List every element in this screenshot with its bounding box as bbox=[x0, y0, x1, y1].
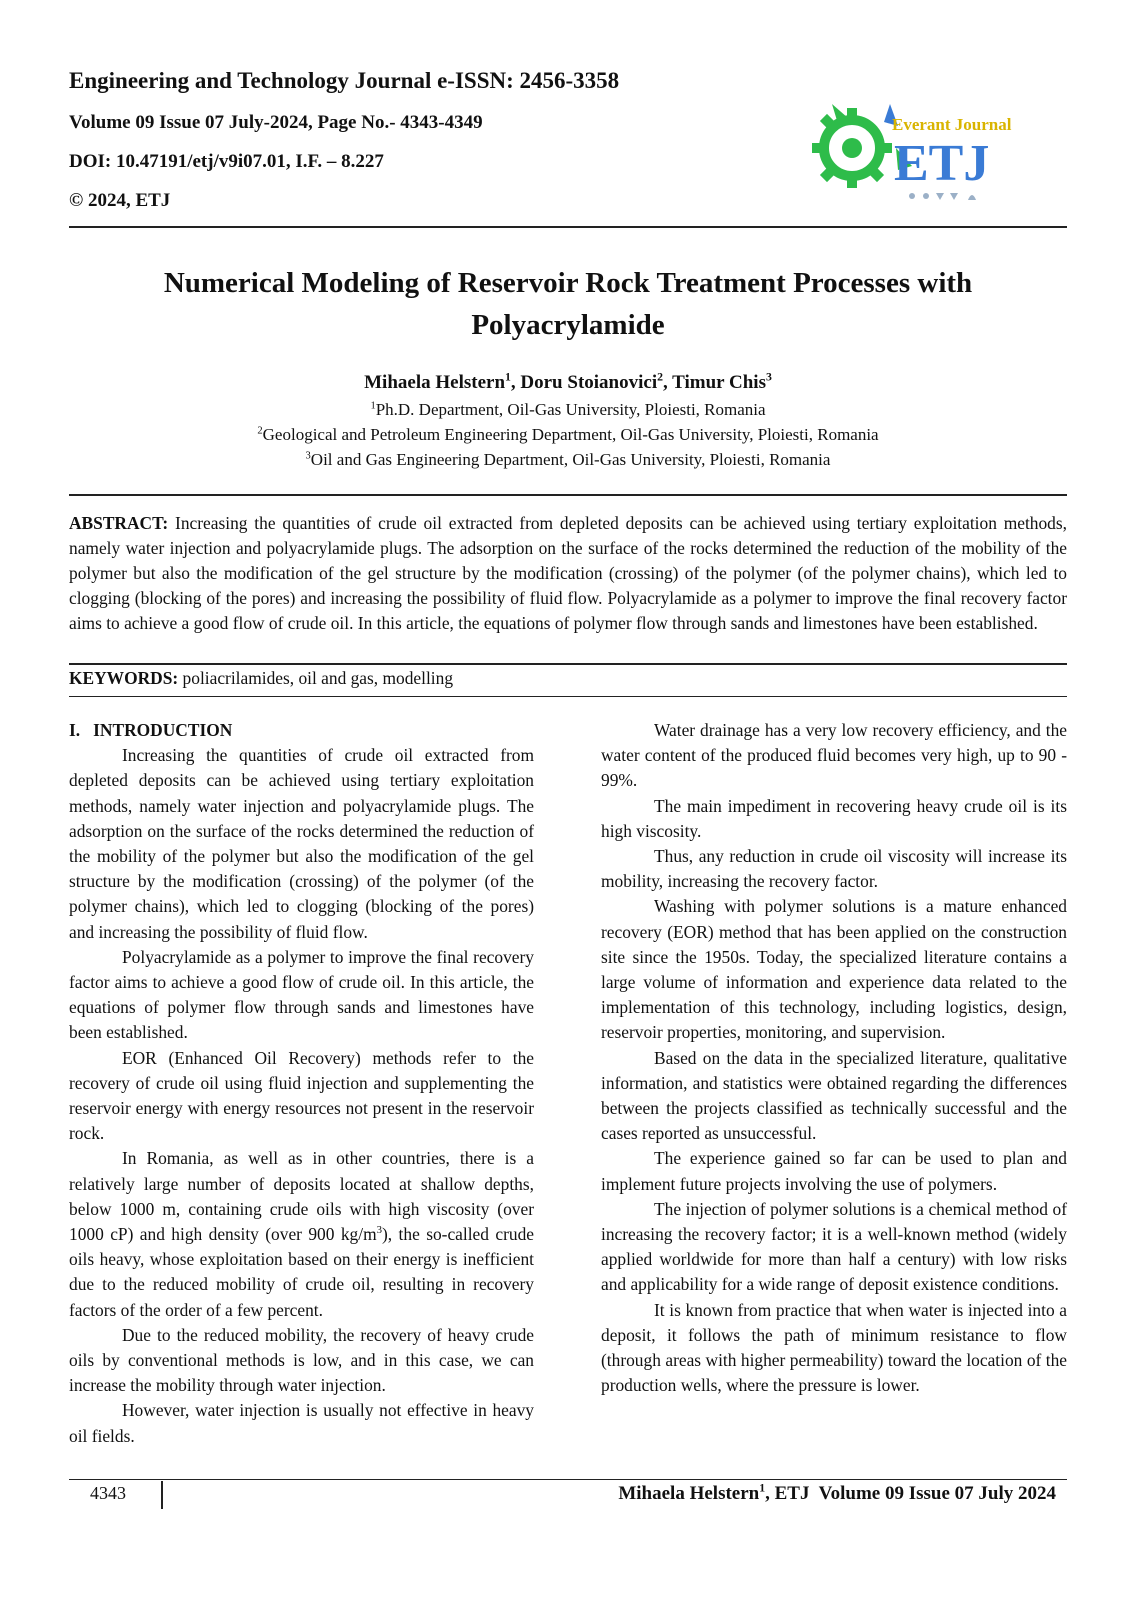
affiliation-1: $^1$Ph.D. Department, Oil-Gas University, Ploiesti, Romania bbox=[370, 400, 766, 419]
paragraph: Increasing the quantities of crude oil extracted from depleted deposits can be achieved using tertiary exploitation methods, namely water injection and polyacrylamide plugs. The adsorption on the surface of the rocks determined the reduction of the mobility of the polymer but also the modification of the gel structure by the modification (crossing) of the polymer (of the polymer chains), which led to clogging (blocking of the pores) and increasing the possibility of fluid flow. bbox=[69, 745, 534, 942]
paragraph: The experience gained so far can be used to plan and implement future projects involving the use of polymers. bbox=[601, 1148, 1067, 1194]
left-column bbox=[69, 718, 534, 1449]
abstract: ABSTRACT: Increasing the quantities of crude oil extracted from depleted deposits can be achieved using tertiary exploitation methods, namely water injection and polyacrylamide plugs. The adsorption on the surface of the rocks determined the reduction of the mobility of the polymer but also the modification of the gel structure by the modification (crossing) of the polymer (of the polymer chains), which led to clogging (blocking of the pores) and increasing the possibility of fluid flow. Polyacrylamide as a polymer to improve the final recovery factor aims to achieve a good flow of crude oil. In this article, the equations of polymer flow through sands and limestones have been established. bbox=[69, 513, 1067, 633]
paragraph: Polyacrylamide as a polymer to improve the final recovery factor aims to achieve a good flow of crude oil. In this article, the equations of polymer flow through sands and limestones have been established. bbox=[69, 946, 534, 1043]
author-name: Timur Chis bbox=[672, 372, 766, 393]
paragraph: EOR (Enhanced Oil Recovery) methods refer to the recovery of crude oil using fluid injection and supplementing the reservoir energy with energy resources not present in the reservoir rock. bbox=[69, 1047, 534, 1144]
paragraph: Thus, any reduction in crude oil viscosity will increase its mobility, increasing the recovery factor. bbox=[601, 846, 1067, 892]
affiliation-2: $^2$Geological and Petroleum Engineering Department, Oil-Gas University, Ploiesti, Romania bbox=[257, 425, 879, 444]
paragraph: It is known from practice that when water is injected into a deposit, it follows the path of minimum resistance to flow (through areas with higher permeability) toward the location of the production wells, where the pressure is lower. bbox=[601, 1299, 1067, 1396]
footer-rule bbox=[69, 1479, 1067, 1480]
paragraph: The main impediment in recovering heavy crude oil is its high viscosity. bbox=[601, 795, 1067, 841]
paragraph: Due to the reduced mobility, the recovery of heavy crude oils by conventional methods is low, and in this case, we can increase the mobility through water injection. bbox=[69, 1324, 534, 1396]
affiliation-3: $^3$Oil and Gas Engineering Department, Oil-Gas University, Ploiesti, Romania bbox=[305, 450, 831, 469]
paragraph: In Romania, as well as in other countries, there is a relatively large number of deposits located at shallow depths, below 1000 m, containing crude oils with high viscosity (over 1000 cP) and high density (over 900 $kg/m^3$), the so-called crude oils heavy, whose exploitation based on their energy is inefficient due to the reduced mobility of crude oil, resulting in recovery factors of the order of a few percent. bbox=[69, 1148, 534, 1320]
paragraph: The injection of polymer solutions is a chemical method of increasing the recovery factor; it is a well-known method (widely applied worldwide for more than half a century) with low risks and applicability for a wide range of deposit existence conditions. bbox=[601, 1198, 1067, 1295]
etj-logo bbox=[812, 96, 1022, 208]
logo-etj-text: ETJ bbox=[894, 135, 990, 192]
right-column bbox=[601, 718, 1067, 1398]
page-number: 4343 bbox=[90, 1483, 126, 1503]
logo-publisher-text: Everant Journal bbox=[892, 115, 1012, 134]
doi-info: DOI: 10.47191/etj/v9i07.01, I.F. – 8.227 bbox=[69, 151, 384, 172]
copyright: © 2024, ETJ bbox=[69, 190, 171, 211]
abstract-top-rule bbox=[69, 494, 1067, 496]
footer-divider bbox=[161, 1481, 163, 1509]
paragraph: Water drainage has a very low recovery efficiency, and the water content of the produced fluid becomes very high, up to 90 - 99%. bbox=[601, 720, 1067, 791]
running-footer: Mihaela Helstern$^1$, ETJ Volume 09 Issue 07 July 2024 bbox=[618, 1481, 1056, 1504]
author-list: Mihaela Helstern$^1$, Doru Stoianovici$^2$, Timur Chis$^3$ bbox=[364, 370, 772, 393]
gear-icon bbox=[812, 108, 892, 188]
author-name: Mihaela Helstern bbox=[364, 372, 506, 393]
section-heading: I. INTRODUCTION bbox=[69, 720, 233, 740]
paragraph: Based on the data in the specialized literature, qualitative information, and statistics were obtained regarding the differences between the projects classified as technically successful and the cases reported as unsuccessful. bbox=[601, 1047, 1067, 1144]
keywords: KEYWORDS: poliacrilamides, oil and gas, modelling bbox=[69, 668, 454, 688]
paragraph: However, water injection is usually not effective in heavy oil fields. bbox=[69, 1400, 534, 1446]
volume-info: Volume 09 Issue 07 July-2024, Page No.- 4343-4349 bbox=[69, 112, 483, 133]
header-rule bbox=[69, 226, 1067, 228]
paragraph: Washing with polymer solutions is a mature enhanced recovery (EOR) method that has been applied on the construction site since the 1950s. Today, the specialized literature contains a large volume of information and experience data related to the implementation of this technology, including logistics, design, reservoir properties, monitoring, and supervision. bbox=[601, 896, 1067, 1043]
abstract-bottom-rule bbox=[69, 663, 1067, 665]
paper-title: Numerical Modeling of Reservoir Rock Treatment Processes with Polyacrylamide bbox=[163, 267, 973, 341]
keywords-rule bbox=[69, 696, 1067, 697]
author-name: Doru Stoianovici bbox=[520, 372, 658, 393]
journal-name: Engineering and Technology Journal e-ISSN: 2456-3358 bbox=[69, 68, 620, 93]
